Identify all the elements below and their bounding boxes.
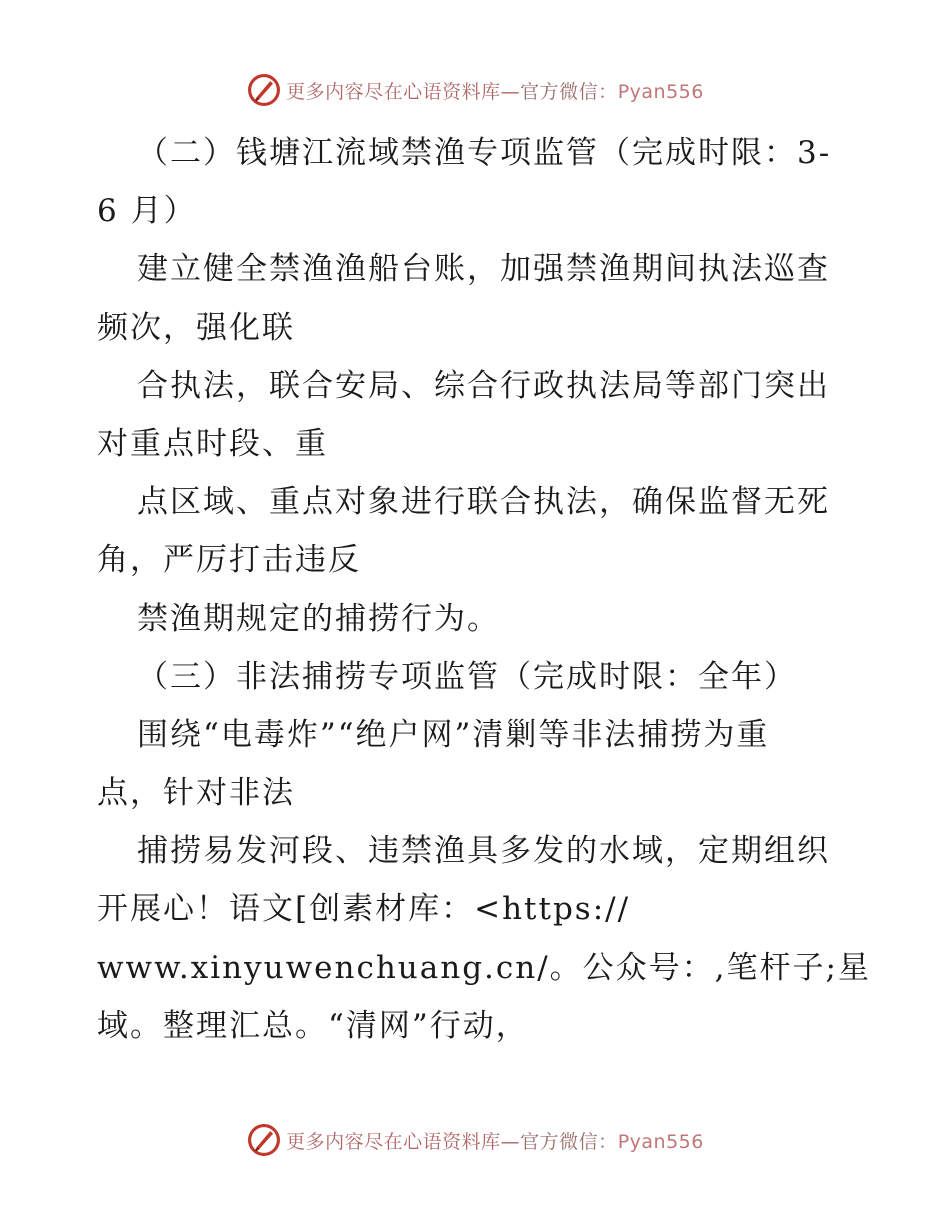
banner-promo-text: 更多内容尽在心语资料库 — [286, 80, 501, 103]
text-line: 频次，强化联 — [97, 309, 295, 346]
section-heading-2: （二）钱塘江流域禁渔专项监管（完成时限：3- — [137, 135, 832, 171]
text-line: 围绕“电毒炸”“绝户网”清剿等非法捕捞为重 — [137, 716, 770, 753]
text-line: 点，针对非法 — [97, 775, 295, 812]
banner-promo-text: 更多内容尽在心语资料库 — [286, 1130, 501, 1153]
banner-separator: — — [500, 80, 521, 103]
text-line: 角，严厉打击违反 — [97, 542, 361, 579]
banner-text — [286, 77, 704, 104]
banner-separator: — — [500, 1130, 521, 1153]
text-line: www.xinyuwenchuang.cn/。公众号：,笔杆子;星 — [97, 949, 871, 986]
text-line: 合执法，联合安局、综合行政执法局等部门突出 — [137, 367, 830, 404]
text-line: 6 月） — [97, 193, 197, 230]
text-line: 禁渔期规定的捕捞行为。 — [137, 600, 500, 637]
text-line: 开展心！语文[创素材库：<https:// — [97, 891, 631, 928]
section-heading-3: （三）非法捕捞专项监管（完成时限：全年） — [137, 658, 797, 695]
text-line: 建立健全禁渔渔船台账，加强禁渔期间执法巡查 — [137, 251, 830, 288]
text-line: 域。整理汇总。“清网”行动， — [97, 1007, 529, 1044]
footer-watermark-banner — [0, 1118, 950, 1162]
brush-logo-icon — [246, 1122, 282, 1158]
text-line: 对重点时段、重 — [97, 425, 328, 462]
brush-logo-icon — [246, 72, 282, 108]
header-watermark-banner — [0, 68, 950, 112]
banner-text — [286, 1127, 704, 1154]
banner-account: Pyan556 — [617, 1130, 704, 1153]
document-body — [97, 124, 871, 1055]
text-line: 点区域、重点对象进行联合执法，确保监督无死 — [137, 484, 830, 521]
banner-account: Pyan556 — [617, 80, 704, 103]
text-line: 捕捞易发河段、违禁渔具多发的水域，定期组织 — [137, 833, 830, 870]
banner-wechat-label: 官方微信： — [520, 80, 618, 103]
banner-wechat-label: 官方微信： — [520, 1130, 618, 1153]
